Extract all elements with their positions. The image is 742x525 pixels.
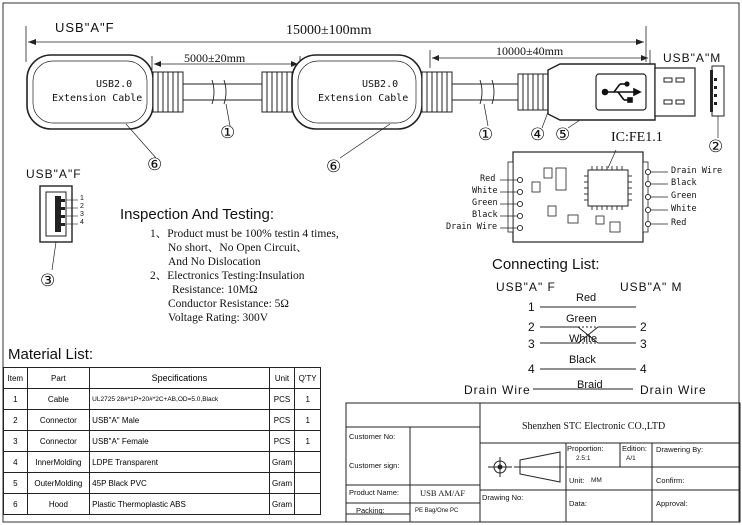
material-title: Material List: [8, 346, 94, 363]
edition-value: A/1 [626, 455, 636, 462]
material-cell: Gram [269, 494, 295, 515]
connect-left-pin-3: 3 [528, 337, 535, 351]
connecting-title: Connecting List: [492, 256, 600, 273]
material-cell: 45P Black PVC [90, 473, 270, 494]
material-cell: Hood [27, 494, 90, 515]
callout-4: ④ [530, 125, 546, 144]
material-cell: Plastic Thermoplastic ABS [90, 494, 270, 515]
material-table [3, 367, 321, 515]
callout-1-right: ① [478, 125, 494, 144]
material-cell: InnerMolding [27, 452, 90, 473]
segment2-length-dim: 10000±40mm [496, 44, 564, 58]
material-cell: 4 [4, 452, 28, 473]
material-cell: USB"A" Female [90, 431, 270, 452]
table-row [4, 431, 321, 452]
product-name-label: Product Name: [349, 488, 400, 497]
connect-left-pin-1: 1 [528, 300, 535, 314]
approval-label: Approval: [656, 499, 688, 508]
usb-af-side-label: USB"A"F [26, 167, 82, 181]
connect-wire-green: Green [566, 313, 597, 325]
pcb-left-wire-white: White [472, 186, 498, 196]
table-row [4, 494, 321, 515]
packing-value: PE Bag/One PC [415, 508, 459, 514]
material-cell: 6 [4, 494, 28, 515]
ext-cable-left-line2: Extension Cable [52, 93, 143, 104]
material-cell: 2 [4, 410, 28, 431]
inspection-line-7: Voltage Rating: 300V [168, 312, 269, 324]
connect-wire-braid: Braid [577, 379, 603, 391]
connect-right-pin-4: 4 [640, 362, 647, 376]
material-cell: PCS [269, 431, 295, 452]
material-cell: Connector [27, 431, 90, 452]
connecting-right-header: USB"A" M [620, 280, 683, 294]
callout-5: ⑤ [555, 125, 571, 144]
callout-6-mid: ⑥ [326, 157, 342, 176]
material-header-qty: Q'TY [295, 368, 321, 389]
callout-6-left: ⑥ [147, 155, 163, 174]
material-cell [295, 452, 321, 473]
drawing-by-label: Drawering By: [656, 445, 704, 454]
pcb-left-wire-green: Green [472, 198, 498, 208]
material-header-part: Part [27, 368, 90, 389]
connect-drain-right: Drain Wire [640, 383, 707, 397]
connecting-left-header: USB"A" F [496, 280, 556, 294]
material-cell: USB"A" Male [90, 410, 270, 431]
pcb-right-wire-white: White [671, 204, 697, 214]
connect-right-pin-2: 2 [640, 320, 647, 334]
ext-cable-left-line1: USB2.0 [96, 79, 133, 90]
inspection-title: Inspection And Testing: [120, 206, 274, 223]
inspection-line-2: No short、No Open Circuit、 [168, 242, 308, 254]
material-cell: Gram [269, 473, 295, 494]
connect-wire-white: White [569, 333, 598, 345]
customer-sign-label: Customer sign: [349, 461, 400, 470]
customer-no-label: Customer No: [349, 432, 396, 441]
material-cell: 1 [295, 431, 321, 452]
table-row [4, 389, 321, 410]
af-pin-4: 4 [80, 219, 84, 226]
proportion-value: 2.5:1 [576, 455, 591, 462]
pcb-left-wire-drain: Drain Wire [446, 222, 498, 232]
material-cell: 3 [4, 431, 28, 452]
ic-label: IC:FE1.1 [611, 130, 663, 145]
af-pin-1: 1 [80, 195, 84, 202]
material-cell [295, 494, 321, 515]
callout-3: ③ [40, 271, 56, 290]
pcb-left-wire-red: Red [480, 174, 496, 184]
table-row [4, 452, 321, 473]
callout-1-left: ① [220, 123, 236, 142]
connect-left-pin-2: 2 [528, 320, 535, 334]
material-header-row [4, 368, 321, 389]
inspection-line-5: Resistance: 10MΩ [172, 284, 258, 296]
material-header-specs: Specifications [90, 368, 270, 389]
segment1-length-dim: 5000±20mm [184, 51, 246, 65]
af-pin-2: 2 [80, 203, 84, 210]
material-cell: UL2725 28#*1P+20#*2C+AB,OD=5.0,Black [90, 389, 270, 410]
material-cell: 5 [4, 473, 28, 494]
material-cell: 1 [4, 389, 28, 410]
material-cell: 1 [295, 410, 321, 431]
material-cell: PCS [269, 389, 295, 410]
company-name: Shenzhen STC Electronic CO.,LTD [522, 421, 666, 432]
total-length-dim: 15000±100mm [286, 23, 372, 38]
data-label: Data: [569, 499, 587, 508]
ext-cable-mid-line1: USB2.0 [362, 79, 399, 90]
connect-left-pin-4: 4 [528, 362, 535, 376]
material-cell: Connector [27, 410, 90, 431]
packing-label: Packing: [356, 506, 385, 515]
material-cell: 1 [295, 389, 321, 410]
material-cell: PCS [269, 410, 295, 431]
material-cell: Gram [269, 452, 295, 473]
unit-value: MM [591, 477, 602, 484]
inspection-line-4: 2、Electronics Testing:Insulation [150, 270, 305, 282]
table-row [4, 410, 321, 431]
usb-af-top-label: USB"A"F [55, 20, 115, 35]
pcb-right-wire-green: Green [671, 191, 697, 201]
product-name-value: USB AM/AF [420, 488, 466, 498]
material-cell [295, 473, 321, 494]
pcb-left-wire-black: Black [472, 210, 498, 220]
pcb-right-wire-red: Red [671, 218, 687, 228]
connect-wire-red: Red [576, 292, 597, 304]
usb-am-top-label: USB"A"M [663, 51, 722, 65]
drawing-no-label: Drawing No: [482, 493, 524, 502]
material-header-item: Item [4, 368, 28, 389]
callout-2: ② [708, 137, 724, 156]
material-cell: OuterMolding [27, 473, 90, 494]
table-row [4, 473, 321, 494]
connect-right-pin-3: 3 [640, 337, 647, 351]
material-cell: Cable [27, 389, 90, 410]
material-header-unit: Unit [269, 368, 295, 389]
inspection-line-6: Conductor Resistance: 5Ω [168, 298, 289, 310]
pcb-right-wire-black: Black [671, 178, 697, 188]
proportion-label: Proportion: [567, 444, 604, 453]
edition-label: Edition: [622, 444, 648, 453]
ext-cable-mid-line2: Extension Cable [318, 93, 409, 104]
unit-label: Unit: [569, 476, 585, 485]
af-pin-3: 3 [80, 211, 84, 218]
confirm-label: Confirm: [656, 476, 685, 485]
material-cell: LDPE Transparent [90, 452, 270, 473]
pcb-right-wire-drain: Drain Wire [671, 166, 723, 176]
connect-drain-left: Drain Wire [464, 383, 531, 397]
inspection-line-1: 1、Product must be 100% testin 4 times, [150, 228, 339, 240]
inspection-line-3: And No Dislocation [168, 256, 261, 268]
connect-wire-black: Black [569, 354, 596, 366]
